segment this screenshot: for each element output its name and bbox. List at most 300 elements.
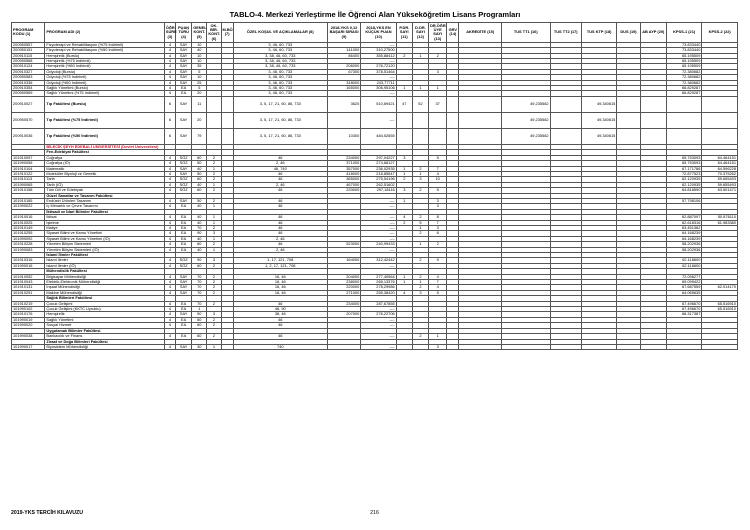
table-cell: 10300 — [327, 128, 360, 144]
table-cell: 4 — [164, 215, 175, 220]
table-cell: 60 — [192, 155, 207, 160]
table-cell: 275,54196 — [361, 177, 396, 182]
table-cell: 7 — [429, 280, 447, 285]
table-cell: 6 — [429, 231, 447, 236]
table-cell: Çocuk Gelişimi — [45, 301, 164, 306]
table-cell: 64.464151 — [702, 155, 738, 160]
faculty-name: Ziraat ve Doğa Bilimleri Fakültesi — [45, 339, 164, 344]
table-cell: Makine Mühendisliği — [45, 290, 164, 295]
table-cell: 60 — [192, 188, 207, 193]
table-cell: 8 — [429, 215, 447, 220]
table-cell — [702, 344, 738, 349]
table-cell: 4 — [164, 231, 175, 236]
table-cell: 4 — [164, 48, 175, 53]
table-cell: 218,85547 — [361, 171, 396, 176]
table-cell: 72.380682 — [666, 80, 701, 85]
faculty-name: Fen-Edebiyat Fakültesi — [45, 150, 164, 155]
table-cell: 4 — [164, 59, 175, 64]
table-cell: 62.116600 — [666, 258, 701, 263]
table-cell: 49.340615 — [581, 128, 616, 144]
table-cell: 4 — [164, 53, 175, 58]
table-cell — [429, 128, 447, 144]
footer-guide-title: 2019-YKS TERCİH KILAVUZU — [11, 510, 83, 516]
table-cell: SAY — [176, 69, 192, 74]
table-cell: 64.596228 — [702, 166, 738, 171]
programs-table — [11, 22, 738, 350]
table-cell: 4 — [164, 290, 175, 295]
table-cell: 38, 46 — [233, 312, 327, 317]
table-cell: 2 — [207, 334, 221, 339]
table-cell — [666, 96, 701, 112]
table-cell: 4 — [429, 274, 447, 279]
table-cell: 10 — [192, 42, 207, 47]
table-cell: Moleküler Biyoloji ve Genetik — [45, 171, 164, 176]
table-cell — [221, 344, 233, 349]
table-cell: 65.753093 — [666, 161, 701, 166]
table-cell: 3 — [396, 188, 412, 193]
table-cell: 365000 — [327, 177, 360, 182]
table-cell: SÖZ — [176, 188, 192, 193]
table-cell: 3 — [429, 225, 447, 230]
table-cell — [207, 96, 221, 112]
table-cell: SAY — [176, 166, 192, 171]
table-cell: 90 — [192, 231, 207, 236]
table-cell: 58.202936 — [666, 242, 701, 247]
table-cell: 200950570 — [12, 112, 45, 128]
table-cell: 233000 — [327, 188, 360, 193]
table-cell: 1 — [412, 225, 428, 230]
table-cell: 1 — [412, 171, 428, 176]
column-header: 2018-YKS EN KÜÇÜK PUAN (10) — [361, 23, 396, 43]
table-cell: 206000 — [327, 64, 360, 69]
table-cell: İşletme — [45, 220, 164, 225]
table-cell: 318000 — [327, 80, 360, 85]
table-cell: ---- — [361, 344, 396, 349]
faculty-name: Mühendislik Fakültesi — [45, 269, 164, 274]
table-cell: SAY — [176, 280, 192, 285]
column-header: AKREDİTE (15) — [459, 23, 502, 43]
table-cell: 40 — [192, 236, 207, 241]
table-cell: 46 — [233, 317, 327, 322]
table-cell: 3, 38, 46, 60, 733 — [233, 53, 327, 58]
table-cell — [617, 344, 640, 349]
table-cell: 141000 — [327, 48, 360, 53]
table-cell: 4 — [164, 75, 175, 80]
table-cell: 46 — [233, 177, 327, 182]
table-cell: EA — [176, 86, 192, 91]
table-cell: 3 — [207, 312, 221, 317]
table-cell: 4 — [396, 215, 412, 220]
table-cell: EA — [176, 231, 192, 236]
table-cell — [550, 112, 581, 128]
table-cell: Matematik — [45, 166, 164, 171]
table-cell: EA — [176, 247, 192, 252]
table-cell: 67.496670 — [666, 307, 701, 312]
table-cell: 101990038 — [12, 334, 45, 339]
table-cell — [640, 128, 666, 144]
table-cell: 35 — [192, 64, 207, 69]
table-cell: 5 — [192, 86, 207, 91]
table-cell: 101910113 — [12, 177, 45, 182]
table-cell: 297,04227 — [361, 155, 396, 160]
table-cell: 64.818590 — [666, 188, 701, 193]
table-cell: SAY — [176, 128, 192, 144]
table-cell: EA — [176, 225, 192, 230]
table-cell: 101910122 — [12, 171, 45, 176]
table-cell: SÖZ — [176, 177, 192, 182]
table-cell: 60 — [192, 177, 207, 182]
table-cell: Hemşirelik (%75 İndirimli) — [45, 59, 164, 64]
table-cell: 278,29986 — [361, 285, 396, 290]
table-cell: 277,40564 — [361, 274, 396, 279]
table-cell: 1 — [412, 280, 428, 285]
table-cell: 4 — [164, 247, 175, 252]
table-cell: 46 — [233, 301, 327, 306]
table-cell: 4 — [429, 285, 447, 290]
table-cell: 4 — [164, 344, 175, 349]
table-cell: 63.451362 — [666, 225, 701, 230]
table-cell: 200950569 — [12, 91, 45, 96]
column-header: PROGRAM ADI (2) — [45, 23, 164, 43]
table-cell: 72.380682 — [666, 69, 701, 74]
table-cell: 2 — [396, 53, 412, 58]
table-cell: 30 — [192, 344, 207, 349]
table-cell: SÖZ — [176, 263, 192, 268]
table-cell: 20 — [192, 91, 207, 96]
table-cell: EA — [176, 91, 192, 96]
table-cell: 49.235582 — [501, 128, 550, 144]
table-cell: 101910025 — [12, 220, 45, 225]
table-cell: 234000 — [327, 301, 360, 306]
table-cell: 65.516910 — [702, 307, 738, 312]
table-cell: 3, 5, 17, 21, 60, 86, 733 — [233, 112, 327, 128]
table-cell: 3 — [412, 177, 428, 182]
table-cell: SAY — [176, 59, 192, 64]
table-cell: 59.655493 — [702, 182, 738, 187]
table-cell: 1 — [192, 307, 207, 312]
table-cell: 2 — [429, 53, 447, 58]
column-header: P.DR. SAYI (11) — [396, 23, 412, 43]
table-cell: SAY — [176, 198, 192, 203]
table-cell — [501, 344, 550, 349]
table-cell: 46, 90 — [233, 307, 327, 312]
table-cell: 4 — [164, 155, 175, 160]
table-cell: ---- — [361, 307, 396, 312]
table-cell — [666, 112, 701, 128]
table-cell: 58.202936 — [666, 247, 701, 252]
table-cell — [429, 112, 447, 128]
table-cell: 3 — [429, 69, 447, 74]
table-cell: 16, 46 — [233, 274, 327, 279]
table-cell: 5 — [192, 69, 207, 74]
table-cell: 3 — [207, 258, 221, 263]
table-cell: 274,68127 — [361, 161, 396, 166]
table-cell — [550, 128, 581, 144]
table-cell: 101990022 — [12, 204, 45, 209]
table-cell: ---- — [361, 231, 396, 236]
table-cell: 62.120935 — [666, 182, 701, 187]
table-cell: 4 — [164, 225, 175, 230]
table-cell — [412, 112, 428, 128]
table-cell: 4 — [164, 334, 175, 339]
table-cell — [459, 96, 502, 112]
faculty-name: Uygulamalı Bilimler Fakültesi — [45, 328, 164, 333]
table-cell: 101990020 — [12, 323, 45, 328]
column-header: OK. BİR. KONT. (6) — [208, 23, 221, 41]
table-cell — [412, 344, 428, 349]
table-cell: 1 — [396, 274, 412, 279]
table-cell: Endüstri Ürünleri Tasarımı — [45, 198, 164, 203]
table-cell: 4 — [164, 171, 175, 176]
table-cell: 2 — [207, 177, 221, 182]
table-cell — [459, 128, 502, 144]
table-cell: 65.516910 — [702, 301, 738, 306]
table-cell: SAY — [176, 80, 192, 85]
table-cell: 60 — [192, 317, 207, 322]
table-row — [12, 112, 738, 128]
table-cell: 10 — [192, 59, 207, 64]
table-cell: 50 — [192, 171, 207, 176]
table-cell: 262,51602 — [361, 182, 396, 187]
table-cell: Tıp Fakültesi (Burslu) — [45, 96, 164, 112]
table-cell: 200910036 — [12, 128, 45, 144]
footer-page-number: 216 — [370, 510, 379, 516]
table-cell: 40 — [192, 247, 207, 252]
table-cell: 200950583 — [12, 75, 45, 80]
table-cell: Hemşirelik (%50 İndirimli) — [45, 64, 164, 69]
table-row — [12, 96, 738, 112]
table-cell: 62.887097 — [666, 215, 701, 220]
table-cell: 79 — [192, 128, 207, 144]
table-cell: 101990065 — [12, 182, 45, 187]
table-cell: 101910185 — [12, 198, 45, 203]
table-cell — [459, 344, 502, 349]
table-cell: 70 — [192, 285, 207, 290]
table-cell — [396, 112, 412, 128]
table-cell — [327, 344, 360, 349]
table-cell — [550, 96, 581, 112]
table-cell — [221, 112, 233, 128]
column-header: DUS (19) — [617, 23, 640, 43]
table-cell: 101990056 — [12, 161, 45, 166]
table-cell: ---- — [361, 112, 396, 128]
table-cell — [221, 128, 233, 144]
table-cell: 200910027 — [12, 96, 45, 112]
table-cell: 5 — [429, 188, 447, 193]
table-cell: 3, 46, 60, 733 — [233, 86, 327, 91]
table-cell: SÖZ — [176, 155, 192, 160]
table-cell: 4 — [164, 242, 175, 247]
table-cell: 6 — [164, 96, 175, 112]
table-cell — [666, 344, 701, 349]
table-cell — [207, 128, 221, 144]
table-cell: 40 — [192, 182, 207, 187]
table-cell: 200910327 — [12, 69, 45, 74]
table-cell: 4 — [429, 171, 447, 176]
table-cell: 66.829287 — [666, 86, 701, 91]
table-cell: Tarih — [45, 177, 164, 182]
table-cell: 3, 38, 46, 60, 733 — [233, 59, 327, 64]
table-cell: 3, 46, 60, 733 — [233, 69, 327, 74]
table-cell: ---- — [361, 220, 396, 225]
table-cell: 73.833440 — [666, 48, 701, 53]
table-cell: 40 — [192, 48, 207, 53]
column-header: KPSS-2 (22) — [702, 23, 738, 43]
table-cell: EA — [176, 317, 192, 322]
column-header: ÖĞR. SÜRE (3) — [164, 23, 175, 43]
table-cell: 63.501471 — [702, 188, 738, 193]
table-cell: 3, 5, 17, 21, 60, 86, 733 — [233, 96, 327, 112]
table-cell: 2 — [412, 334, 428, 339]
table-cell: 101910052 — [12, 274, 45, 279]
table-cell: EA — [176, 307, 192, 312]
table-cell: 90 — [192, 312, 207, 317]
table-cell: Çocuk Gelişimi (KKTC Uyruklu) — [45, 307, 164, 312]
column-header: KPSS-1 (21) — [666, 23, 701, 43]
table-cell: 70 — [192, 301, 207, 306]
table-cell: 2, 46 — [233, 182, 327, 187]
table-cell: Siyaset Bilimi ve Kamu Yönetimi — [45, 231, 164, 236]
table-cell: 2 — [207, 242, 221, 247]
table-cell: 164000 — [327, 258, 360, 263]
table-cell — [447, 128, 459, 144]
table-cell: 1 — [412, 53, 428, 58]
table-cell: SAY — [176, 344, 192, 349]
table-cell: 46 — [233, 171, 327, 176]
table-cell: 310,27500 — [361, 48, 396, 53]
table-cell: 59.655493 — [702, 177, 738, 182]
table-cell: 101910158 — [12, 188, 45, 193]
table-cell: 46 — [233, 231, 327, 236]
table-cell: 3 — [396, 155, 412, 160]
table-cell: 220000 — [327, 285, 360, 290]
table-cell: 50 — [192, 198, 207, 203]
table-cell: Sağlık Yönetimi — [45, 317, 164, 322]
table-cell: 3 — [412, 290, 428, 295]
table-cell: ---- — [361, 204, 396, 209]
table-cell: 1 — [396, 280, 412, 285]
table-cell — [666, 128, 701, 144]
table-cell: 2 — [207, 263, 221, 268]
table-cell — [702, 128, 738, 144]
table-cell: 2 — [207, 285, 221, 290]
table-cell — [396, 128, 412, 144]
table-cell: 2 — [207, 155, 221, 160]
table-cell: 46, 740 — [233, 166, 327, 171]
table-cell: 1 — [207, 247, 221, 252]
table-cell: 37 — [429, 96, 447, 112]
table-cell: 2 — [412, 166, 428, 171]
table-cell: 200910354 — [12, 86, 45, 91]
table-cell: SAY — [176, 96, 192, 112]
university-name: BİLECİK ŞEYH EDEBALİ ÜNİVERSİTESİ (Devlet Üniversitesi) — [45, 144, 164, 149]
table-cell: 49.340615 — [581, 112, 616, 128]
table-cell: 66.829287 — [666, 91, 701, 96]
table-cell — [702, 96, 738, 112]
table-cell: 2 — [207, 290, 221, 295]
table-cell: İnşaat Mühendisliği — [45, 285, 164, 290]
table-cell: 4 — [164, 258, 175, 263]
table-cell: 46 — [233, 198, 327, 203]
table-cell: 72.096277 — [666, 274, 701, 279]
table-cell: 67.171786 — [666, 166, 701, 171]
table-cell — [702, 112, 738, 128]
table-cell: 3, 46, 60, 733 — [233, 42, 327, 47]
table-cell: 60 — [192, 334, 207, 339]
table-cell: 65.195509 — [666, 53, 701, 58]
table-cell: 271000 — [327, 290, 360, 295]
table-cell: 243,77711 — [361, 80, 396, 85]
table-cell: 46 — [233, 334, 327, 339]
table-cell: 1 — [207, 236, 221, 241]
table-cell: Hemşirelik (Burslu) — [45, 53, 164, 58]
table-cell: Sağlık Yönetimi (%75 İndirimli) — [45, 91, 164, 96]
column-header: M.BÖ (7) — [221, 23, 233, 43]
table-cell: Bilgisayar Mühendisliği — [45, 274, 164, 279]
table-cell: 371000 — [327, 161, 360, 166]
table-cell: 2, 46 — [233, 161, 327, 166]
table-cell: ---- — [361, 263, 396, 268]
table-cell: 60 — [192, 323, 207, 328]
table-cell: 7 — [429, 166, 447, 171]
table-cell: 46 — [233, 242, 327, 247]
table-cell: Odyoloji (Burslu) — [45, 69, 164, 74]
column-header: 2018-YKS 0,12 BAŞARI SIRASI (9) — [327, 23, 360, 43]
column-header: AB AYP (20) — [640, 23, 666, 43]
table-cell: 2 — [207, 323, 221, 328]
table-cell: 61.983380 — [702, 220, 738, 225]
table-cell: Hemşirelik — [45, 312, 164, 317]
table-cell: 57.798106 — [666, 198, 701, 203]
table-cell: 101990019 — [12, 317, 45, 322]
column-header: PUAN TÜRÜ (4) — [176, 23, 192, 43]
table-cell: 46 — [233, 215, 327, 220]
table-cell: SAY — [176, 285, 192, 290]
table-cell: 16, 46 — [233, 285, 327, 290]
page-footer — [11, 510, 738, 522]
table-cell: 1 — [396, 171, 412, 176]
table-cell: 4 — [164, 236, 175, 241]
column-header: D.DR. SAYI (12) — [412, 23, 428, 43]
table-cell: Fizyoterapi ve Rehabilitasyon (%75 İndirimli) — [45, 42, 164, 47]
table-cell: 16, 46 — [233, 280, 327, 285]
table-cell: 4 — [164, 80, 175, 85]
table-cell: 204000 — [327, 274, 360, 279]
table-cell: Yönetim Bilişim Sistemleri (İÖ) — [45, 247, 164, 252]
table-cell — [617, 128, 640, 144]
table-cell — [581, 344, 616, 349]
table-cell: 65.195509 — [666, 64, 701, 69]
table-cell: 101990083 — [12, 247, 45, 252]
table-cell: 70 — [192, 280, 207, 285]
table-cell: 312,42442 — [361, 258, 396, 263]
table-cell: ---- — [361, 323, 396, 328]
table-cell — [447, 112, 459, 128]
table-cell: 418000 — [327, 171, 360, 176]
table-cell: 523000 — [327, 242, 360, 247]
table-cell: 306,95106 — [361, 86, 396, 91]
table-cell: Biyosistem Mühendisliği — [45, 344, 164, 349]
table-cell: 200910336 — [12, 80, 45, 85]
table-cell: 200910115 — [12, 53, 45, 58]
table-cell: 4 — [164, 42, 175, 47]
table-cell: 200910124 — [12, 64, 45, 69]
table-cell: 62.618316 — [666, 220, 701, 225]
table-cell: Coğrafya (İÖ) — [45, 161, 164, 166]
table-cell: 64.069635 — [666, 290, 701, 295]
table-cell: 4 — [396, 290, 412, 295]
table-cell: 355,88412 — [361, 53, 396, 58]
